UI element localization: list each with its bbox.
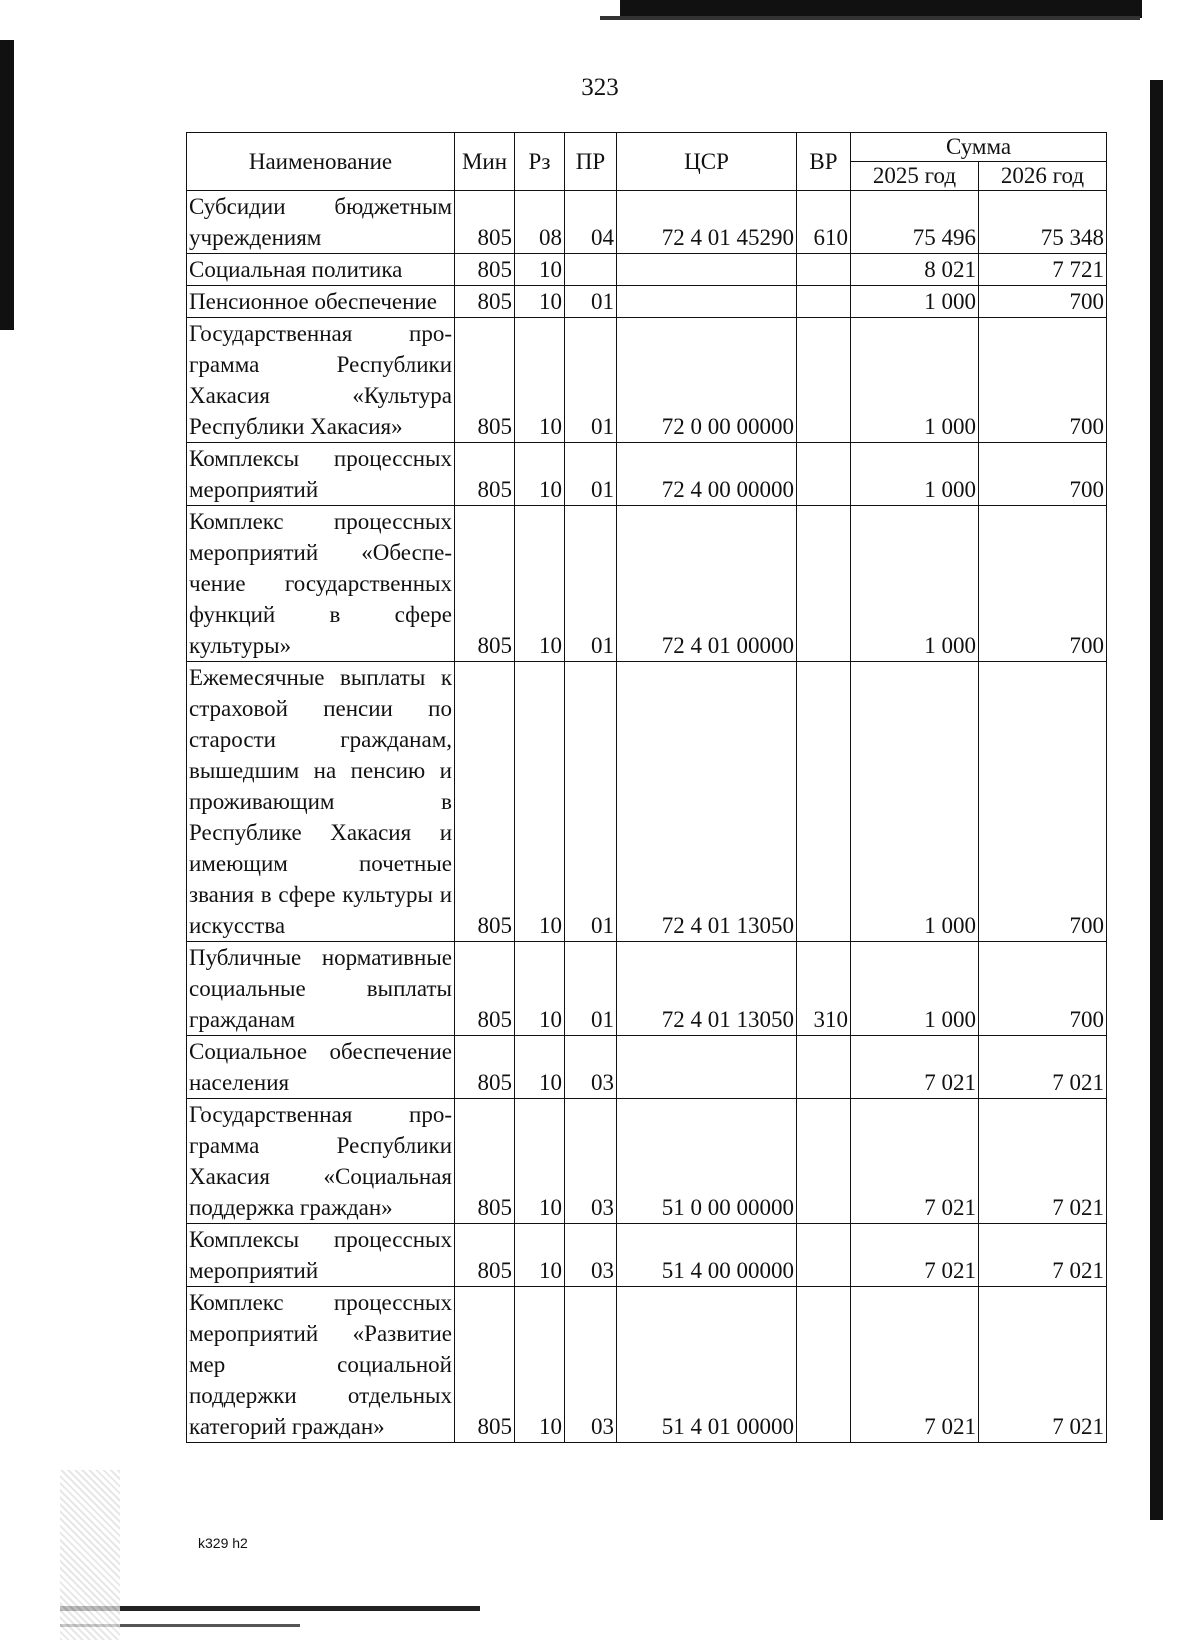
cell-sum-2026: 700 — [979, 318, 1107, 443]
header-name: Наименование — [187, 133, 455, 191]
scan-edge-top-line — [600, 16, 1140, 20]
cell-sum-2026: 7 021 — [979, 1036, 1107, 1099]
header-csr: ЦСР — [617, 133, 797, 191]
cell-pr: 03 — [565, 1287, 617, 1443]
cell-vr: 610 — [797, 191, 851, 254]
cell-sum-2026: 700 — [979, 443, 1107, 506]
cell-vr — [797, 443, 851, 506]
cell-min: 805 — [455, 1099, 515, 1224]
cell-name: Комплексы процессных мероприятий — [187, 443, 455, 506]
cell-sum-2025: 1 000 — [851, 286, 979, 318]
cell-pr: 01 — [565, 443, 617, 506]
cell-name: Публичные нормативные социальные выплаты гражданам — [187, 942, 455, 1036]
table-row — [187, 318, 1107, 443]
table-body — [187, 191, 1107, 1443]
table-header — [187, 133, 1107, 191]
table-row — [187, 942, 1107, 1036]
cell-csr: 51 4 01 00000 — [617, 1287, 797, 1443]
cell-pr: 03 — [565, 1036, 617, 1099]
header-vr: ВР — [797, 133, 851, 191]
footer-code: k329 h2 — [198, 1535, 248, 1551]
cell-min: 805 — [455, 662, 515, 942]
cell-csr — [617, 286, 797, 318]
table-row — [187, 1099, 1107, 1224]
cell-min: 805 — [455, 1287, 515, 1443]
cell-csr: 72 4 01 13050 — [617, 942, 797, 1036]
scan-edge-bottom — [60, 1606, 480, 1611]
header-year-2026: 2026 год — [979, 162, 1107, 191]
cell-min: 805 — [455, 942, 515, 1036]
cell-csr: 51 4 00 00000 — [617, 1224, 797, 1287]
cell-csr: 72 4 01 45290 — [617, 191, 797, 254]
cell-csr: 72 0 00 00000 — [617, 318, 797, 443]
cell-pr: 01 — [565, 318, 617, 443]
header-pr: ПР — [565, 133, 617, 191]
table-row — [187, 1036, 1107, 1099]
cell-min: 805 — [455, 1224, 515, 1287]
cell-name: Государственная программа Республики Хакасия «Социальная поддержка граждан» — [187, 1099, 455, 1224]
cell-vr — [797, 1224, 851, 1287]
cell-name: Комплекс процессных мероприятий «Обеспечение государственных функций в сфере культуры» — [187, 506, 455, 662]
cell-name: Социальное обеспечение населения — [187, 1036, 455, 1099]
cell-sum-2025: 1 000 — [851, 942, 979, 1036]
cell-name: Комплексы процессных мероприятий — [187, 1224, 455, 1287]
cell-name: Пенсионное обеспечение — [187, 286, 455, 318]
cell-vr — [797, 286, 851, 318]
cell-rz: 10 — [515, 1287, 565, 1443]
cell-rz: 10 — [515, 318, 565, 443]
cell-sum-2026: 7 721 — [979, 254, 1107, 286]
cell-sum-2025: 7 021 — [851, 1099, 979, 1224]
cell-sum-2026: 700 — [979, 506, 1107, 662]
cell-sum-2026: 7 021 — [979, 1099, 1107, 1224]
page-number: 323 — [581, 74, 619, 101]
cell-sum-2025: 1 000 — [851, 506, 979, 662]
scan-noise — [60, 1470, 120, 1640]
cell-pr: 01 — [565, 942, 617, 1036]
cell-name: Комплекс процессных мероприятий «Развитие мер социальной поддержки отдельных категорий граждан» — [187, 1287, 455, 1443]
cell-name: Субсидии бюджетным учреждениям — [187, 191, 455, 254]
cell-min: 805 — [455, 286, 515, 318]
cell-vr: 310 — [797, 942, 851, 1036]
cell-rz: 10 — [515, 1099, 565, 1224]
cell-csr — [617, 254, 797, 286]
cell-pr: 03 — [565, 1099, 617, 1224]
table-row — [187, 286, 1107, 318]
cell-csr: 72 4 00 00000 — [617, 443, 797, 506]
cell-sum-2026: 700 — [979, 942, 1107, 1036]
cell-vr — [797, 506, 851, 662]
cell-pr: 03 — [565, 1224, 617, 1287]
cell-rz: 10 — [515, 1036, 565, 1099]
cell-sum-2025: 1 000 — [851, 662, 979, 942]
cell-sum-2025: 1 000 — [851, 443, 979, 506]
cell-min: 805 — [455, 506, 515, 662]
cell-rz: 10 — [515, 254, 565, 286]
cell-pr: 01 — [565, 286, 617, 318]
table-row — [187, 1287, 1107, 1443]
cell-min: 805 — [455, 191, 515, 254]
cell-csr: 51 0 00 00000 — [617, 1099, 797, 1224]
budget-table — [186, 132, 1107, 1443]
cell-vr — [797, 318, 851, 443]
cell-vr — [797, 1099, 851, 1224]
cell-min: 805 — [455, 443, 515, 506]
cell-sum-2026: 700 — [979, 662, 1107, 942]
cell-name: Социальная политика — [187, 254, 455, 286]
cell-sum-2026: 7 021 — [979, 1224, 1107, 1287]
header-rz: Рз — [515, 133, 565, 191]
cell-rz: 08 — [515, 191, 565, 254]
scan-edge-right — [1150, 80, 1163, 1520]
cell-sum-2026: 75 348 — [979, 191, 1107, 254]
cell-sum-2025: 7 021 — [851, 1287, 979, 1443]
cell-name: Ежемесячные выплаты к страховой пенсии по старости гражданам, вышедшим на пенсию и проживающим в Республике Хакасия и имеющим почетные звания в сфере культуры и искусства — [187, 662, 455, 942]
cell-vr — [797, 254, 851, 286]
header-year-2025: 2025 год — [851, 162, 979, 191]
cell-rz: 10 — [515, 506, 565, 662]
cell-vr — [797, 662, 851, 942]
cell-sum-2025: 8 021 — [851, 254, 979, 286]
table-row — [187, 254, 1107, 286]
cell-csr — [617, 1036, 797, 1099]
table-row — [187, 662, 1107, 942]
cell-csr: 72 4 01 13050 — [617, 662, 797, 942]
cell-sum-2026: 7 021 — [979, 1287, 1107, 1443]
cell-pr — [565, 254, 617, 286]
cell-rz: 10 — [515, 942, 565, 1036]
cell-sum-2025: 1 000 — [851, 318, 979, 443]
cell-rz: 10 — [515, 286, 565, 318]
cell-sum-2025: 75 496 — [851, 191, 979, 254]
cell-rz: 10 — [515, 662, 565, 942]
cell-min: 805 — [455, 254, 515, 286]
cell-pr: 01 — [565, 662, 617, 942]
cell-min: 805 — [455, 318, 515, 443]
cell-csr: 72 4 01 00000 — [617, 506, 797, 662]
header-min: Мин — [455, 133, 515, 191]
cell-sum-2026: 700 — [979, 286, 1107, 318]
header-sum: Сумма — [851, 133, 1107, 162]
cell-vr — [797, 1036, 851, 1099]
cell-sum-2025: 7 021 — [851, 1224, 979, 1287]
cell-pr: 01 — [565, 506, 617, 662]
cell-sum-2025: 7 021 — [851, 1036, 979, 1099]
cell-rz: 10 — [515, 1224, 565, 1287]
table-row — [187, 443, 1107, 506]
cell-name: Государственная программа Республики Хакасия «Культура Республики Хакасия» — [187, 318, 455, 443]
cell-min: 805 — [455, 1036, 515, 1099]
cell-rz: 10 — [515, 443, 565, 506]
cell-vr — [797, 1287, 851, 1443]
table-row — [187, 191, 1107, 254]
cell-pr: 04 — [565, 191, 617, 254]
table-row — [187, 1224, 1107, 1287]
table-row — [187, 506, 1107, 662]
